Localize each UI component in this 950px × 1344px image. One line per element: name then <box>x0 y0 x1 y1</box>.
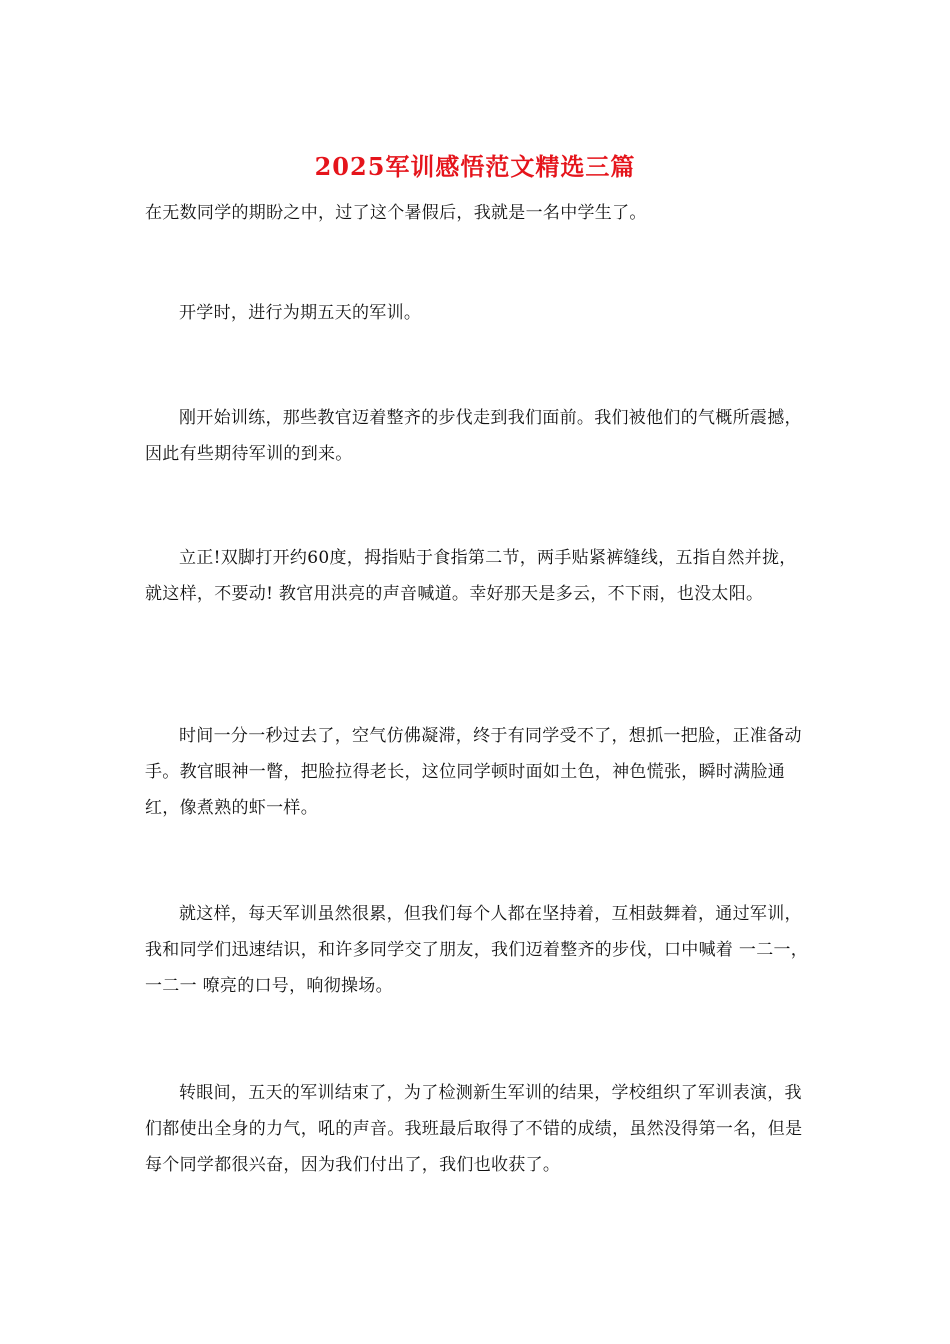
paragraph-2: 开学时，进行为期五天的军训。 <box>179 303 422 323</box>
paragraph-6: 就这样，每天军训虽然很累，但我们每个人都在坚持着，互相鼓舞着，通过军训，我和同学们迅速结识，和许多同学交了朋友，我们迈着整齐的步伐，口中喊着 一二一，一二一 嘹亮的口号，响彻操场。 <box>145 904 809 996</box>
document-title: 2025军训感悟范文精选三篇 <box>314 152 636 181</box>
paragraph-7: 转眼间，五天的军训结束了，为了检测新生军训的结果，学校组织了军训表演，我们都使出全身的力气，吼的声音。我班最后取得了不错的成绩，虽然没得第一名，但是每个同学都很兴奋，因为我们付出了，我们也收获了。 <box>145 1083 803 1175</box>
paragraph-1: 在无数同学的期盼之中，过了这个暑假后，我就是一名中学生了。 <box>145 203 647 223</box>
paragraph-5: 时间一分一秒过去了，空气仿佛凝滞，终于有同学受不了，想抓一把脸，正准备动手。教官眼神一瞥，把脸拉得老长，这位同学顿时面如土色，神色慌张，瞬时满脸通红，像煮熟的虾一样。 <box>145 726 802 818</box>
paragraph-3: 刚开始训练，那些教官迈着整齐的步伐走到我们面前。我们被他们的气概所震撼，因此有些期待军训的到来。 <box>145 408 802 464</box>
paragraph-4: 立正!双脚打开约60度，拇指贴于食指第二节，两手贴紧裤缝线，五指自然并拢，就这样，不要动! 教官用洪亮的声音喊道。幸好那天是多云，不下雨，也没太阳。 <box>145 548 797 604</box>
